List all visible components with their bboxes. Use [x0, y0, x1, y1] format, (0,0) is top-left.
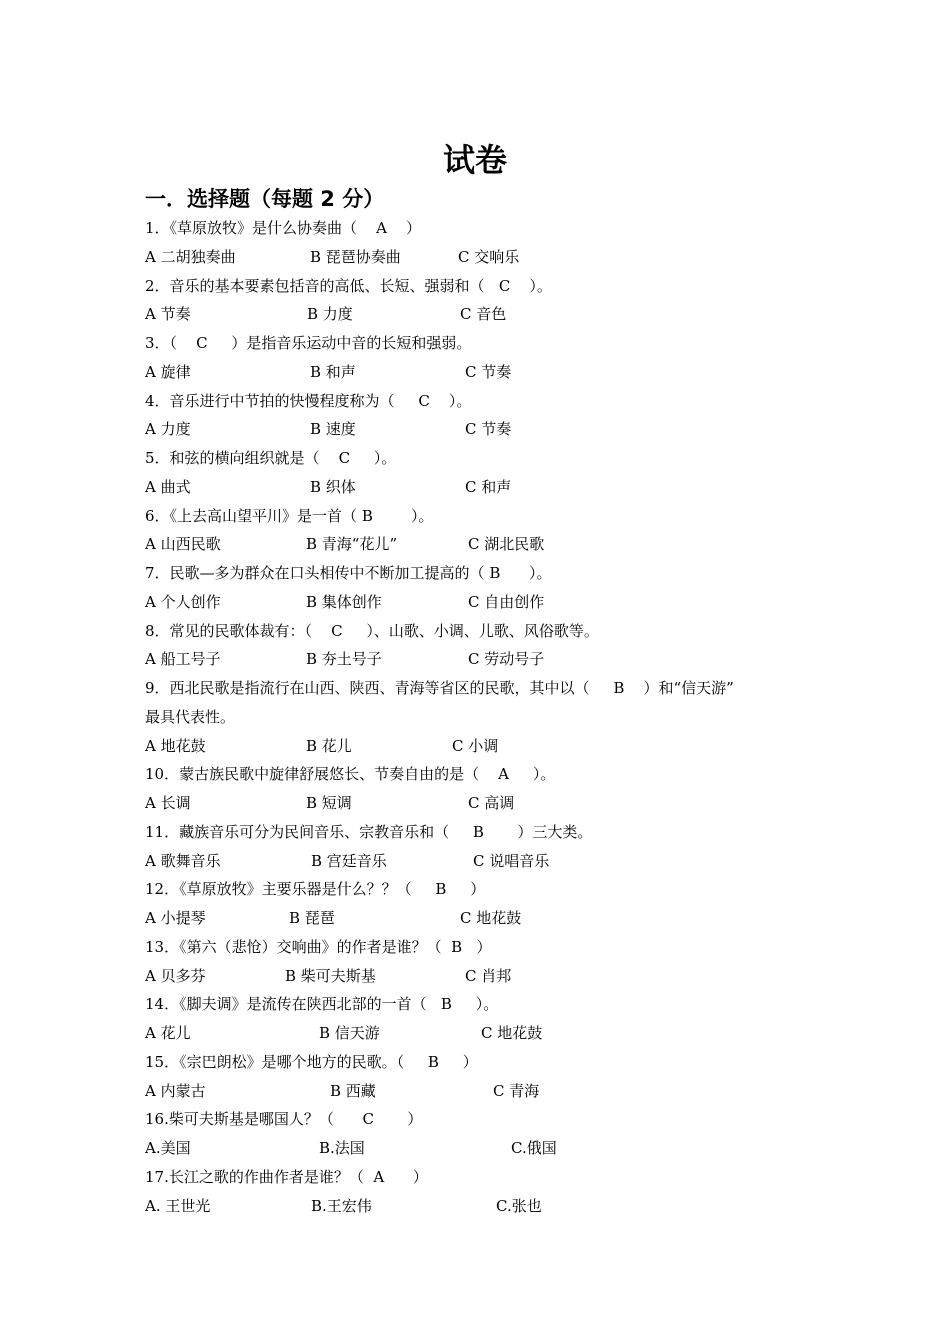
option-a: A 旋律	[145, 362, 191, 381]
section-heading: 一．选择题（每题 2 分）	[145, 187, 385, 211]
option-c: C 湖北民歌	[468, 535, 545, 554]
question-text: 8．常见的民歌体裁有：（ C ）、山歌、小调、儿歌、风俗歌等。	[145, 621, 599, 640]
question-text: 14．《脚夫调》是流传在陕西北部的一首（ B ）。	[145, 995, 499, 1014]
option-a: A 山西民歌	[145, 535, 221, 554]
option-b: B 织体	[310, 477, 356, 496]
question-text-continued: 最具代表性。	[145, 707, 236, 726]
option-c: C 劳动号子	[468, 650, 545, 669]
option-a: A 地花鼓	[145, 736, 206, 755]
option-b: B 短调	[306, 794, 352, 812]
option-a: A 内蒙古	[145, 1081, 206, 1100]
option-a: A 小提琴	[145, 909, 206, 927]
question-text: 16.柴可夫斯基是哪国人？（ C ）	[145, 1110, 423, 1129]
question-text: 17.长江之歌的作曲作者是谁？（ A ）	[145, 1167, 428, 1186]
exam-title: 试卷	[442, 141, 507, 179]
option-c: C 节奏	[465, 362, 512, 381]
option-b: B 和声	[310, 362, 356, 381]
question-text: 6．《上去高山望平川》是一首（ B ）。	[145, 506, 434, 525]
question-text: 15．《宗巴朗松》是哪个地方的民歌。（ B ）	[145, 1052, 478, 1071]
question-text: 3．（ C ）是指音乐运动中音的长短和强弱。	[145, 334, 472, 352]
option-a: A.美国	[145, 1139, 191, 1157]
option-c: C 交响乐	[458, 247, 520, 266]
option-c: C 节奏	[465, 420, 512, 439]
option-c: C 地花鼓	[460, 909, 522, 927]
option-b: B 信天游	[319, 1024, 380, 1042]
option-a: A 歌舞音乐	[145, 851, 221, 870]
option-a: A 贝多芬	[145, 966, 206, 985]
question-text: 11．藏族音乐可分为民间音乐、宗教音乐和（ B ）三大类。	[145, 822, 593, 841]
option-b: B 力度	[307, 305, 353, 324]
option-a: A 二胡独奏曲	[145, 247, 236, 266]
option-a: A 节奏	[145, 305, 191, 324]
question-text: 12．《草原放牧》主要乐器是什么？？（ B ）	[145, 880, 486, 899]
option-c: C 自由创作	[468, 592, 545, 611]
option-c: C 小调	[452, 736, 499, 755]
option-a: A 力度	[145, 420, 191, 439]
option-a: A 曲式	[145, 477, 191, 496]
option-b: B 集体创作	[306, 592, 382, 611]
option-a: A 花儿	[145, 1024, 191, 1042]
option-b: B.法国	[319, 1139, 365, 1157]
option-b: B.王宏伟	[311, 1196, 372, 1215]
option-b: B 花儿	[306, 736, 352, 755]
option-c: C.张也	[496, 1196, 542, 1215]
option-b: B 夯土号子	[306, 650, 382, 669]
option-c: C 音色	[460, 305, 507, 324]
option-c: C 肖邦	[465, 966, 512, 985]
option-c: C.俄国	[511, 1139, 557, 1157]
option-a: A 船工号子	[145, 650, 221, 669]
question-text: 10．蒙古族民歌中旋律舒展悠长、节奏自由的是（ A ）。	[145, 765, 556, 784]
question-text: 4．音乐进行中节拍的快慢程度称为（ C ）。	[145, 391, 472, 410]
option-c: C 和声	[465, 477, 512, 496]
question-text: 5．和弦的横向组织就是（ C ）。	[145, 449, 397, 467]
option-a: A 长调	[145, 794, 191, 812]
question-text: 7．民歌—多为群众在口头相传中不断加工提高的（ B ）。	[145, 564, 552, 582]
question-text: 9．西北民歌是指流行在山西、陕西、青海等省区的民歌，其中以（ B ）和“信天游”	[145, 679, 734, 697]
option-c: C 青海	[493, 1081, 540, 1100]
option-c: C 高调	[468, 794, 515, 812]
option-b: B 柴可夫斯基	[285, 966, 376, 985]
option-a: A 个人创作	[145, 592, 221, 611]
option-b: B 琵琶	[289, 909, 335, 927]
option-c: C 地花鼓	[481, 1024, 543, 1042]
option-c: C 说唱音乐	[473, 851, 550, 870]
option-b: B 琵琶协奏曲	[310, 247, 401, 266]
question-text: 1．《草原放牧》是什么协奏曲（ A ）	[145, 219, 422, 237]
option-b: B 宫廷音乐	[311, 851, 387, 870]
option-b: B 速度	[310, 420, 356, 439]
option-a: A. 王世光	[145, 1196, 211, 1215]
question-text: 2．音乐的基本要素包括音的高低、长短、强弱和（ C ）。	[145, 276, 552, 295]
option-b: B 西藏	[330, 1081, 376, 1100]
option-b: B 青海“花儿”	[306, 535, 398, 554]
question-text: 13．《第六（悲怆）交响曲》的作者是谁？（ B ）	[145, 937, 492, 956]
